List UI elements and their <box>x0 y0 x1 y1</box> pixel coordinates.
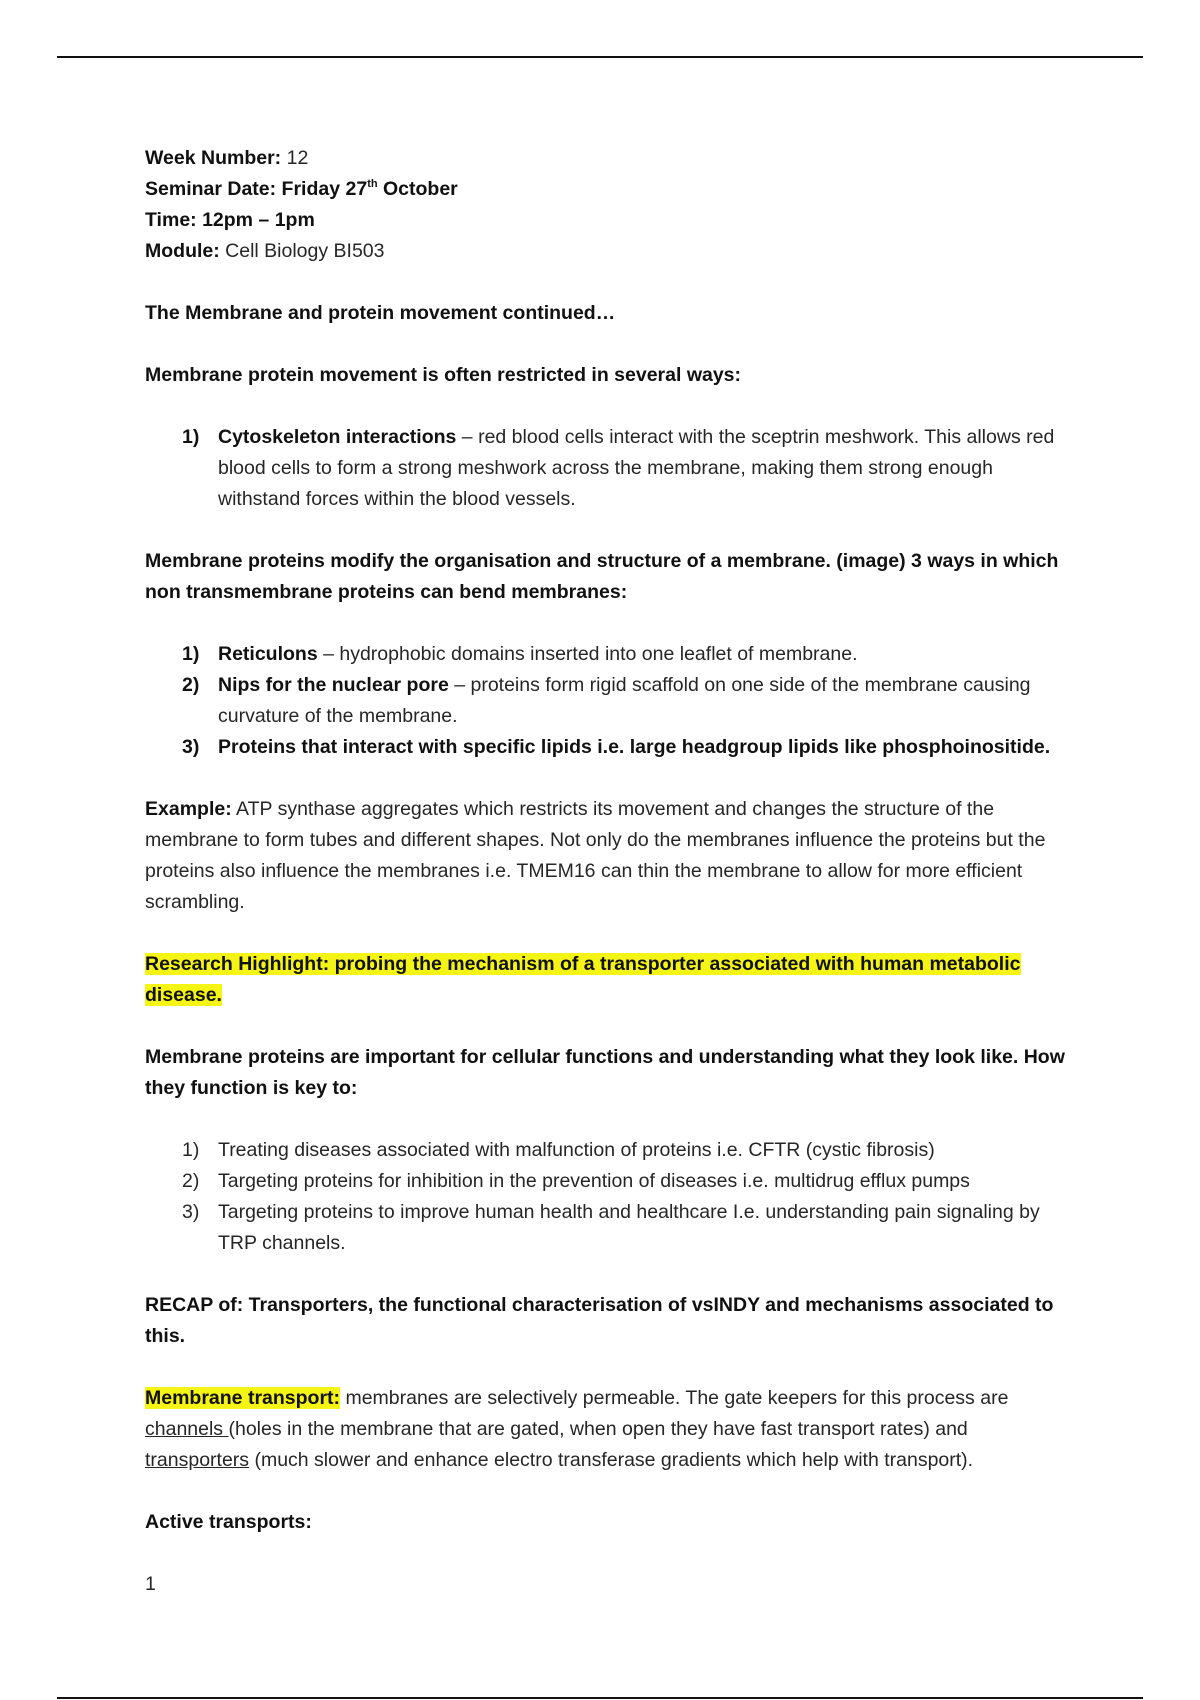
membrane-transport-paragraph: Membrane transport: membranes are selectively permeable. The gate keepers for this process are channels (holes in the membrane that are gated, when open they have fast transport rates) and transporters (much slower and enhance electro transferase gradients which help with transport). <box>145 1387 1009 1471</box>
list-item: 1) Reticulons – hydrophobic domains inserted into one leaflet of membrane. <box>182 643 858 665</box>
importance-list <box>145 1135 1065 1259</box>
example-paragraph <box>145 794 1065 918</box>
page-number: 1 <box>145 1573 156 1595</box>
seminar-date-label: Seminar Date: Friday 27 <box>145 178 368 200</box>
section-title-restricted: Membrane protein movement is often restricted in several ways: <box>145 364 742 386</box>
list-item: 3) Targeting proteins to improve human health and healthcare I.e. understanding pain signaling by TRP channels. <box>182 1201 1040 1254</box>
document-page <box>145 143 1065 1600</box>
transporters-term: transporters <box>145 1449 250 1471</box>
list-item: 1) Treating diseases associated with malfunction of proteins i.e. CFTR (cystic fibrosis) <box>182 1139 935 1161</box>
section-title-importance: Membrane proteins are important for cellular functions and understanding what they look like. How they function is key to: <box>145 1046 1065 1099</box>
module-line <box>145 236 1065 267</box>
section-title-modify-structure: Membrane proteins modify the organisation and structure of a membrane. (image) 3 ways in which non transmembrane proteins can bend membranes: <box>145 550 1059 603</box>
seminar-date-line <box>145 174 1065 205</box>
membrane-transport-label: Membrane transport: <box>145 1387 341 1409</box>
time-label: Time: 12pm – 1pm <box>145 209 315 231</box>
recap-title: RECAP of: Transporters, the functional characterisation of vsINDY and mechanisms associated to this. <box>145 1294 1054 1347</box>
list-item: 1) Cytoskeleton interactions – red blood cells interact with the sceptrin meshwork. This allows red blood cells to form a strong meshwork across the membrane, making them strong enough withstand forces within the blood vessels. <box>182 426 1055 510</box>
bottom-rule <box>57 1697 1143 1699</box>
list-item: 3) Proteins that interact with specific lipids i.e. large headgroup lipids like phosphoinositide. <box>182 736 1051 758</box>
module-label: Module: <box>145 240 220 262</box>
week-number-label: Week Number: <box>145 147 282 169</box>
bending-list <box>145 639 1065 763</box>
example-label: Example: <box>145 798 232 820</box>
week-number-line <box>145 143 1065 174</box>
channels-term: channels <box>145 1418 229 1440</box>
section-title-membrane-movement: The Membrane and protein movement continued… <box>145 302 616 324</box>
module-value: Cell Biology BI503 <box>219 240 385 262</box>
seminar-date-month: October <box>377 178 458 200</box>
research-highlight: Research Highlight: probing the mechanism of a transporter associated with human metabolic disease. <box>145 953 1021 1006</box>
active-transports-heading: Active transports: <box>145 1511 312 1533</box>
list-item: 2) Nips for the nuclear pore – proteins form rigid scaffold on one side of the membrane causing curvature of the membrane. <box>182 674 1031 727</box>
restriction-list <box>145 422 1065 515</box>
top-rule <box>57 56 1143 58</box>
example-text: ATP synthase aggregates which restricts its movement and changes the structure of the membrane to form tubes and different shapes. Not only do the membranes influence the proteins but the proteins also influence the membranes i.e. TMEM16 can thin the membrane to allow for more efficient scrambling. <box>145 798 1046 913</box>
seminar-date-sup: th <box>367 178 378 190</box>
time-line <box>145 205 1065 236</box>
week-number-value: 12 <box>281 147 309 169</box>
list-item: 2) Targeting proteins for inhibition in the prevention of diseases i.e. multidrug efflux pumps <box>182 1170 970 1192</box>
